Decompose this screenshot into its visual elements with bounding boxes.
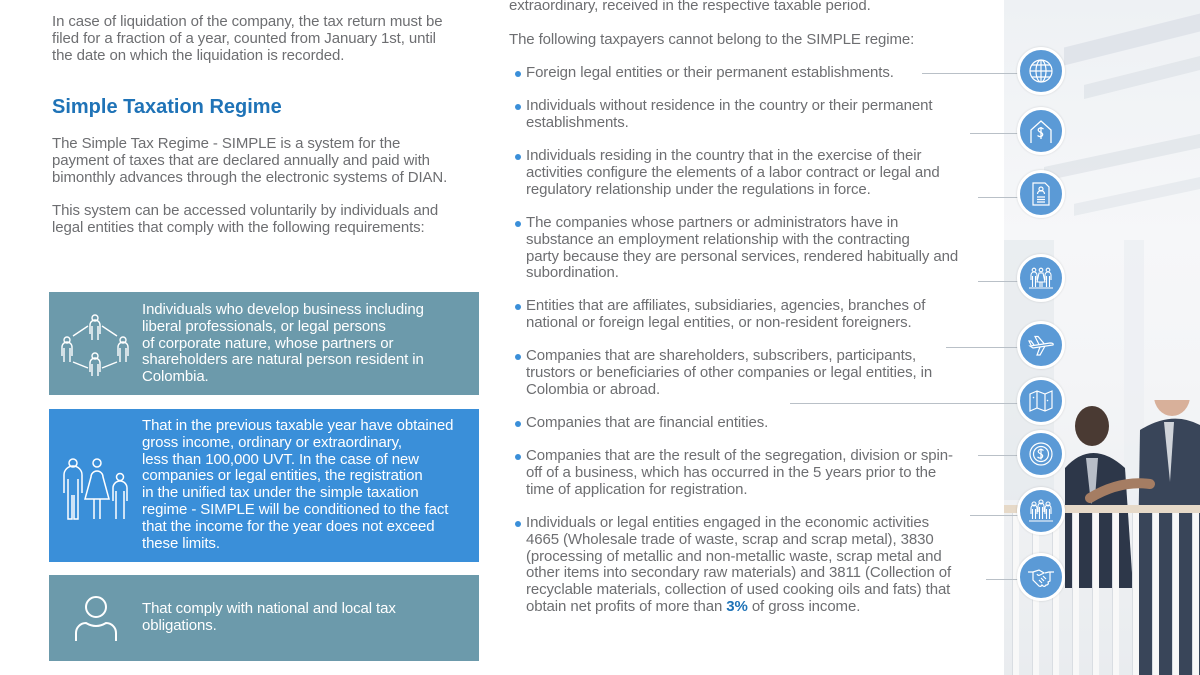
text-line: That comply with national and local tax	[142, 600, 396, 617]
exclusion-item	[514, 65, 976, 82]
text-line: Individuals without residence in the country or their permanent	[526, 97, 933, 114]
text-line: recyclable materials, collection of used cooking oils and fats) that	[526, 581, 951, 599]
text-line	[526, 599, 976, 616]
intro-paragraph	[52, 136, 482, 186]
bullet-dot	[515, 71, 521, 77]
text-line: national or foreign legal entities, or non-resident foreigners.	[526, 313, 912, 331]
text-line: other items into secondary raw materials) and 3811 (Collection of	[526, 564, 952, 582]
text-fragment: of gross income.	[747, 597, 861, 615]
text-line: party because they are personal services, rendered habitually and	[526, 247, 959, 265]
handshake-icon	[1017, 553, 1065, 601]
text-line: Colombia or abroad.	[526, 380, 661, 398]
team-icon	[1017, 487, 1065, 535]
text-line: bimonthly advances through the electronic systems of DIAN.	[52, 168, 448, 186]
section-heading: Simple Taxation Regime	[52, 96, 282, 118]
highlight-percentage: 3%	[726, 597, 748, 615]
exclusion-item	[514, 515, 976, 616]
text-line: activities configure the elements of a labor contract or legal and	[526, 163, 940, 181]
text-line: companies or legal entities, the registration	[142, 467, 423, 485]
liquidation-paragraph	[52, 14, 472, 64]
exclusion-item	[514, 298, 976, 332]
exclusions-intro: The following taxpayers cannot belong to the SIMPLE regime:	[509, 31, 915, 48]
exclusion-item	[514, 98, 976, 132]
requirement-box-obligations	[49, 575, 479, 661]
family-icon	[61, 457, 131, 526]
connector-line	[970, 515, 1020, 516]
connector-line	[978, 281, 1020, 282]
text-line: This system can be accessed voluntarily by individuals and	[52, 202, 439, 219]
text-line: Colombia.	[142, 368, 209, 386]
text-line: the date on which the liquidation is recorded.	[52, 46, 345, 64]
airplane-icon	[1017, 321, 1065, 369]
text-line: In case of liquidation of the company, the tax return must be	[52, 13, 443, 30]
access-paragraph	[52, 203, 482, 237]
text-line: less than 100,000 UVT. In the case of new	[142, 450, 419, 468]
text-line: Companies that are the result of the segregation, division or spin-	[526, 447, 953, 464]
house-dollar-icon	[1017, 107, 1065, 155]
group-people-icon	[1017, 254, 1065, 302]
map-icon	[1017, 377, 1065, 425]
requirement-text	[142, 601, 396, 635]
exclusion-item	[514, 448, 976, 498]
text-line: regulatory relationship under the regulations in force.	[526, 180, 871, 198]
text-line: 4665 (Wholesale trade of waste, scrap and scrap metal), 3830	[526, 530, 934, 548]
bullet-dot	[515, 454, 521, 460]
bullet-dot	[515, 304, 521, 310]
text-line: Individuals who develop business including	[142, 301, 424, 318]
document-person-icon	[1017, 170, 1065, 218]
text-line: Entities that are affiliates, subsidiaries, agencies, branches of	[526, 297, 926, 314]
bullet-dot	[515, 154, 521, 160]
text-line: that the income for the year does not exceed	[142, 517, 435, 535]
coin-dollar-icon	[1017, 430, 1065, 478]
text-line: The Simple Tax Regime - SIMPLE is a system for the	[52, 135, 401, 152]
text-line: (processing of metallic and non-metallic waste, scrap metal and	[526, 547, 942, 565]
person-icon	[73, 595, 119, 648]
bullet-dot	[515, 521, 521, 527]
bullet-dot	[515, 221, 521, 227]
text-line: off of a business, which has occurred in the 5 years prior to the	[526, 463, 937, 481]
text-line: Companies that are financial entities.	[526, 414, 769, 431]
globe-icon	[1017, 47, 1065, 95]
text-line: The companies whose partners or administrators have in	[526, 214, 899, 231]
exclusion-item	[514, 215, 976, 282]
text-line: filed for a fraction of a year, counted from January 1st, until	[52, 29, 436, 47]
connector-line	[978, 455, 1020, 456]
text-line: obligations.	[142, 616, 217, 634]
text-line: time of application for registration.	[526, 480, 748, 498]
connector-line	[946, 347, 1020, 348]
text-line: That in the previous taxable year have obtained	[142, 417, 454, 434]
exclusion-item	[514, 148, 976, 198]
text-line: in the unified tax under the simple taxation	[142, 484, 419, 502]
network-people-icon	[57, 310, 133, 381]
requirement-box-income	[49, 409, 479, 562]
text-line: regime - SIMPLE will be conditioned to the fact	[142, 500, 449, 518]
connector-line	[978, 197, 1020, 198]
bullet-dot	[515, 354, 521, 360]
text-line: Individuals residing in the country that in the exercise of their	[526, 147, 922, 164]
text-line: substance an employment relationship with the contracting	[526, 230, 910, 248]
text-line: legal entities that comply with the following requirements:	[52, 218, 425, 236]
connector-line	[970, 133, 1020, 134]
businessman-photo	[1060, 400, 1200, 675]
text-line: shareholders are natural person resident in	[142, 351, 424, 369]
connector-line	[790, 403, 1020, 404]
connector-line	[922, 73, 1020, 74]
requirement-text	[142, 302, 424, 386]
requirement-box-business	[49, 292, 479, 395]
exclusion-item	[514, 348, 976, 398]
text-line: gross income, ordinary or extraordinary,	[142, 433, 402, 451]
continued-fragment: extraordinary, received in the respective taxable period.	[509, 0, 871, 14]
text-line: establishments.	[526, 113, 629, 131]
requirement-text	[142, 418, 453, 552]
bullet-dot	[515, 421, 521, 427]
connector-line	[986, 579, 1020, 580]
text-line: subordination.	[526, 264, 619, 282]
text-line: Individuals or legal entities engaged in the economic activities	[526, 514, 930, 531]
text-line: these limits.	[142, 534, 220, 552]
text-line: payment of taxes that are declared annually and paid with	[52, 151, 430, 169]
text-line: trustors or beneficiaries of other companies or legal entities, in	[526, 363, 933, 381]
text-line: Foreign legal entities or their permanent establishments.	[526, 64, 894, 81]
bullet-dot	[515, 104, 521, 110]
text-line: Companies that are shareholders, subscribers, participants,	[526, 347, 917, 364]
exclusion-item	[514, 415, 976, 432]
text-fragment: obtain net profits of more than	[526, 597, 727, 615]
text-line: liberal professionals, or legal persons	[142, 317, 386, 335]
text-line: of corporate nature, whose partners or	[142, 334, 394, 352]
